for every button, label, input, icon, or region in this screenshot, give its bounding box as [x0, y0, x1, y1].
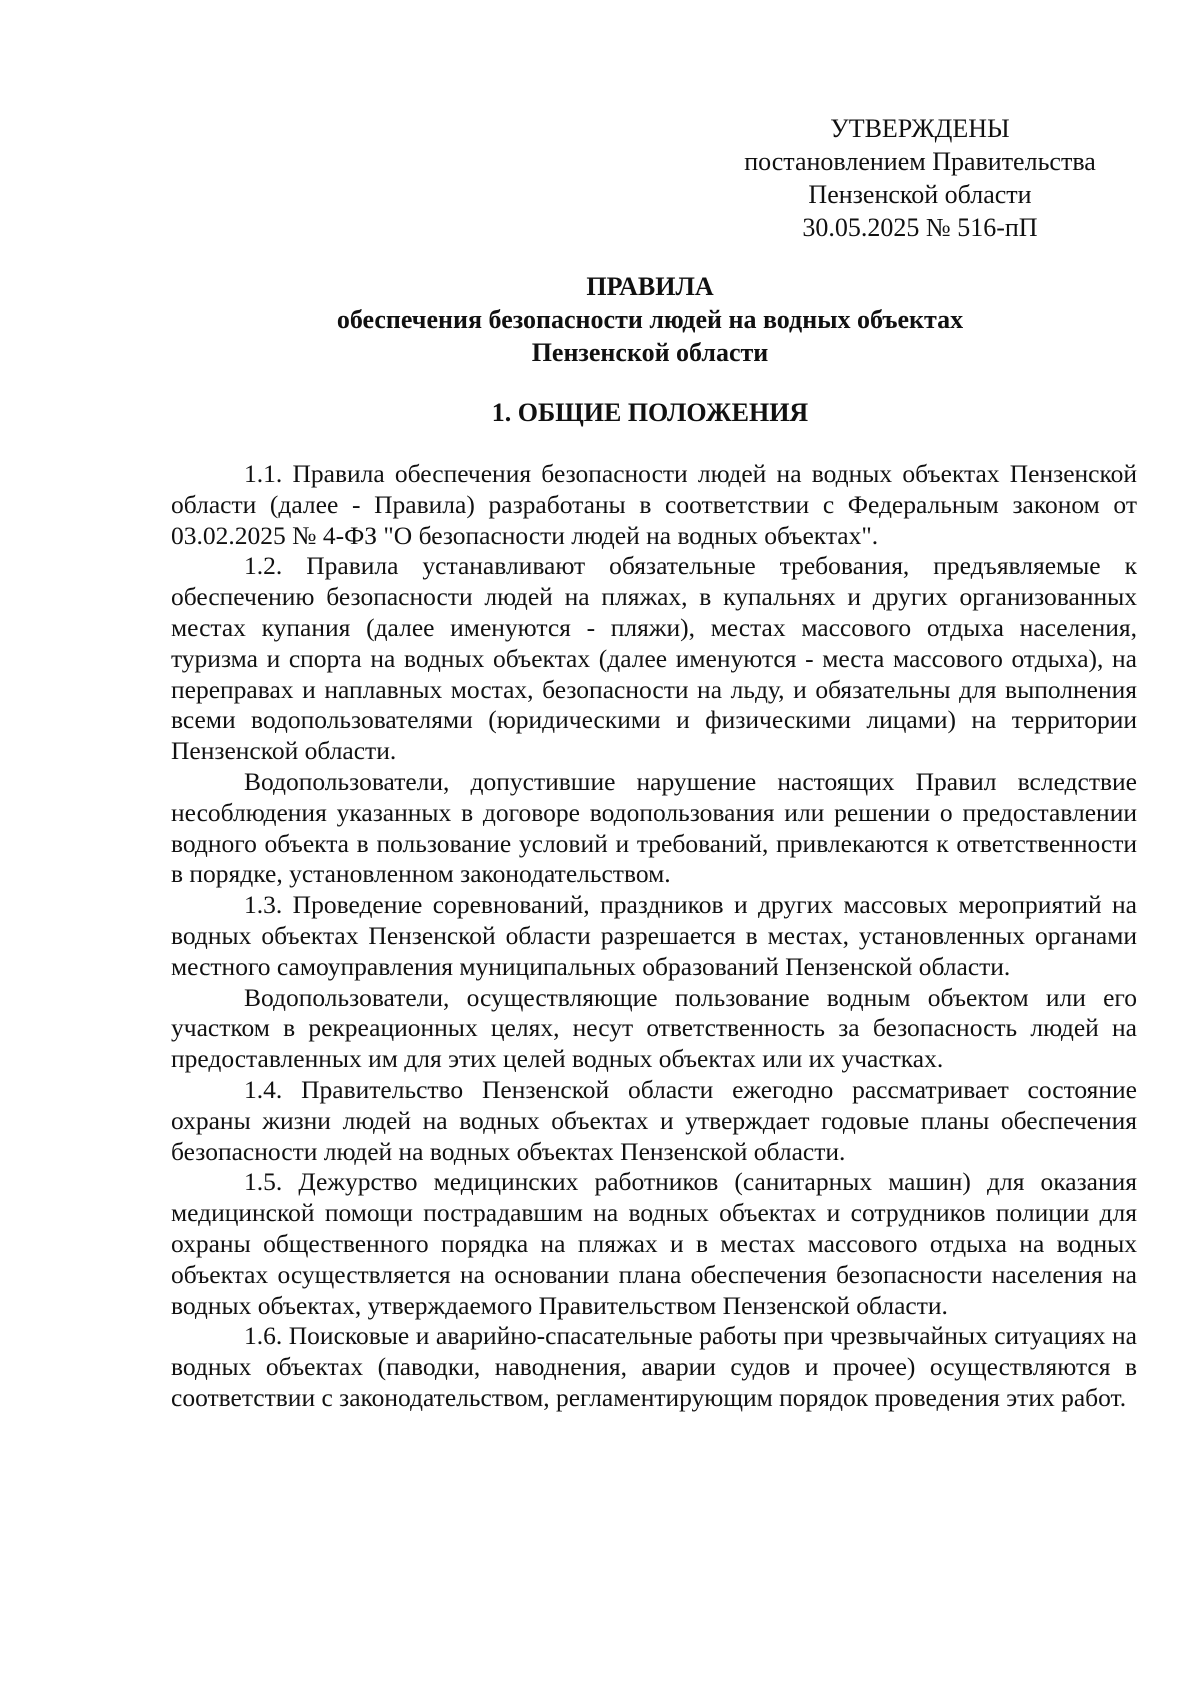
title-subject: обеспечения безопасности людей на водных объектах — [336, 305, 964, 334]
approval-region: Пензенской области — [808, 180, 1032, 209]
section-body — [171, 459, 1137, 1414]
approval-status: УТВЕРЖДЕНЫ — [830, 114, 1010, 143]
document-title — [150, 270, 1150, 369]
paragraph-1-2-liability: Водопользователи, допустившие нарушение настоящих Правил вследствие несоблюдения указанных в договоре водопользования или решении о предоставлении водного объекта в пользование условий и требований, привлекаются к ответственности в порядке, установленном законодательством. — [171, 766, 1137, 889]
paragraph-1-3: 1.3. Проведение соревнований, праздников и других массовых мероприятий на водных объектах Пензенской области разрешается в местах, установленных органами местного самоуправления муниципальных образований Пензенской области. — [171, 890, 1137, 981]
paragraph-1-6: 1.6. Поисковые и аварийно-спасательные работы при чрезвычайных ситуациях на водных объектах (паводки, наводнения, аварии судов и прочее) осуществляются в соответствии с законодательством, регламентирующим порядок проведения этих работ. — [171, 1321, 1137, 1412]
section-heading: 1. ОБЩИЕ ПОЛОЖЕНИЯ — [491, 398, 809, 427]
approval-date-number: 30.05.2025 № 516-пП — [802, 213, 1038, 242]
paragraph-1-4: 1.4. Правительство Пензенской области ежегодно рассматривает состояние охраны жизни людей на водных объектах и утверждает годовые планы обеспечения безопасности людей на водных объектах Пензенской области. — [171, 1074, 1137, 1166]
paragraph-1-2: 1.2. Правила устанавливают обязательные требования, предъявляемые к обеспечению безопасности людей на пляжах, в купальнях и других организованных местах купания (далее именуются - пляжи), местах массового отдыха населения, туризма и спорта на водных объектах (далее именуются - места массового отдыха), на переправах и наплавных мостах, безопасности на льду, и обязательны для выполнения всеми водопользователями (юридическими и физическими лицами) на территории Пензенской области. — [171, 551, 1137, 766]
approval-stamp — [730, 112, 1110, 244]
paragraph-1-5: 1.5. Дежурство медицинских работников (санитарных машин) для оказания медицинской помощи пострадавшим на водных объектах и сотрудников полиции для охраны общественного порядка на пляжах и в местах массового отдыха на водных объектах осуществляется на основании плана обеспечения безопасности населения на водных объектах, утверждаемого Правительством Пензенской области. — [171, 1167, 1137, 1320]
title-main: ПРАВИЛА — [586, 272, 714, 301]
paragraph-1-3-responsibility: Водопользователи, осуществляющие пользование водным объектом или его участком в рекреационных целях, несут ответственность за безопасность людей на предоставленных им для этих целей водных объектах или их участках. — [171, 982, 1137, 1074]
paragraph-1-1: 1.1. Правила обеспечения безопасности людей на водных объектах Пензенской области (далее - Правила) разработаны в соответствии с Федеральным законом от 03.02.2025 № 4-ФЗ "О безопасности людей на водных объектах". — [171, 459, 1137, 550]
approval-authority: постановлением Правительства — [744, 147, 1096, 176]
title-region: Пензенской области — [531, 338, 769, 367]
